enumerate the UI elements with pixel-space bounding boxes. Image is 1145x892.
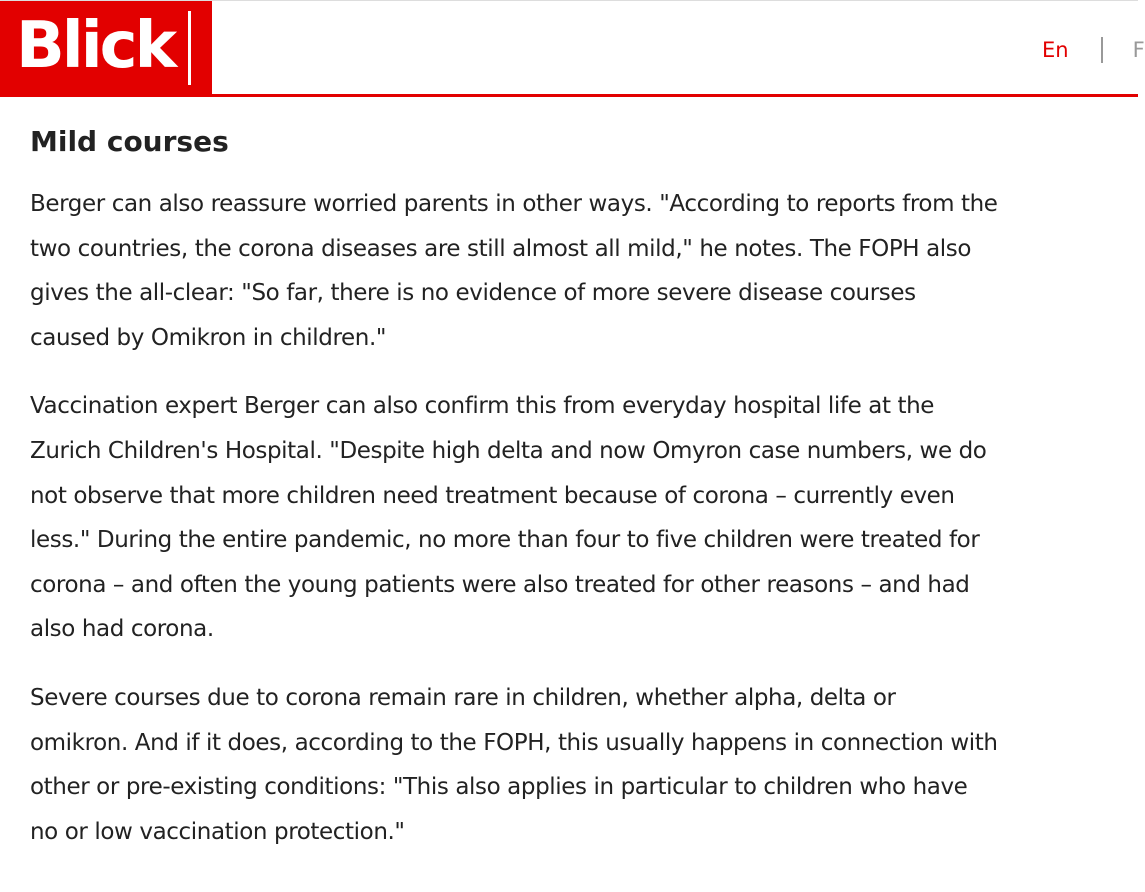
section-heading: Mild courses bbox=[30, 125, 229, 158]
article-paragraph-2: Vaccination expert Berger can also confirm this from everyday hospital life at the Zurich Children's Hospital. "Despite high delta and now Omyron case numbers, we do not observe that more children need treatment because of corona – currently even less." During the entire pandemic, no more than four to five children were treated for corona – and often the young patients were also treated for other reasons – and had also had corona. bbox=[30, 393, 987, 643]
logo-divider bbox=[188, 11, 191, 85]
blick-logo[interactable] bbox=[0, 1, 212, 95]
site-header bbox=[0, 0, 1145, 97]
logo-text: Blick bbox=[16, 9, 175, 83]
language-option-en[interactable]: En bbox=[1042, 38, 1069, 62]
language-option-next[interactable]: F bbox=[1132, 38, 1145, 62]
article-body bbox=[30, 120, 1000, 878]
language-switcher bbox=[1042, 37, 1145, 63]
language-separator bbox=[1101, 37, 1103, 63]
article-paragraph-1: Berger can also reassure worried parents in other ways. "According to reports from the two countries, the corona diseases are still almost all mild," he notes. The FOPH also gives the all-clear: "So far, there is no evidence of more severe disease courses caused by Omikron in children." bbox=[30, 191, 998, 351]
article-paragraph-3: Severe courses due to corona remain rare in children, whether alpha, delta or omikron. And if it does, according to the FOPH, this usually happens in connection with other or pre-existing conditions: "This also applies in particular to children who have no or low vaccination protection." bbox=[30, 684, 998, 845]
